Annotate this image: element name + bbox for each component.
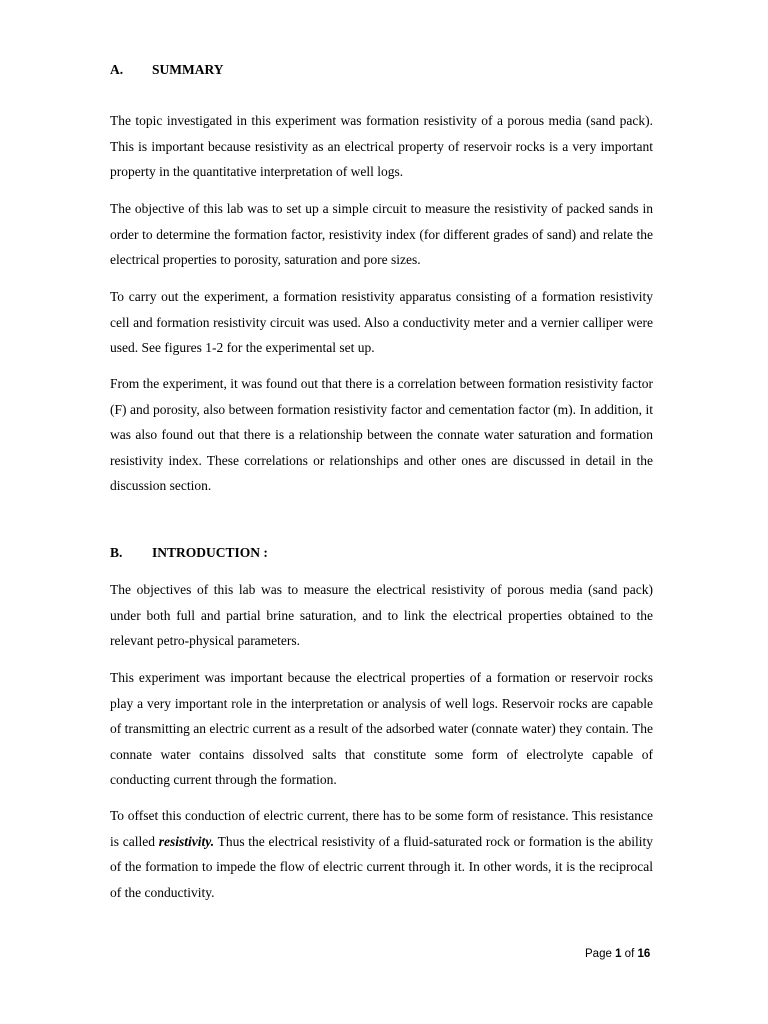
- summary-heading: [110, 62, 224, 78]
- summary-heading-title: SUMMARY: [152, 62, 224, 77]
- introduction-paragraph-1: The objectives of this lab was to measure the electrical resistivity of porous media (sand pack) under both full and partial brine saturation, and to link the electrical properties obtained to the relevant petro-physical parameters.: [110, 582, 653, 648]
- introduction-heading: [110, 545, 268, 561]
- resistivity-emphasis: resistivity.: [158, 833, 215, 849]
- introduction-heading-letter: B.: [110, 545, 123, 560]
- of-label: of: [624, 948, 635, 960]
- summary-paragraph-1: The topic investigated in this experiment was formation resistivity of a porous media (sand pack). This is important because resistivity as an electrical property of reservoir rocks is a very important property in the quantitative interpretation of well logs.: [110, 113, 653, 179]
- introduction-paragraph-2: This experiment was important because the electrical properties of a formation or reservoir rocks play a very important role in the interpretation or analysis of well logs. Reservoir rocks are capable of transmitting an electric current as a result of the adsorbed water (connate water) they contain. The connate water contains dissolved salts that constitute some form of electrolyte capable of conducting current through the formation.: [110, 670, 653, 787]
- introduction-paragraph-3-end: Thus the electrical resistivity of a fluid-saturated rock or formation is the ability of the formation to impede the flow of electric current through it. In other words, it is the reciprocal of the conductivity.: [110, 833, 653, 900]
- page-label: Page: [585, 948, 612, 960]
- introduction-paragraph-3-start: To offset this conduction of electric current, there has to be some form of resistance. This resistance is called: [110, 808, 653, 849]
- introduction-paragraph-3: [110, 803, 653, 905]
- introduction-heading-title: INTRODUCTION :: [152, 545, 268, 560]
- page-number: 1: [615, 948, 622, 960]
- summary-paragraph-4: From the experiment, it was found out that there is a correlation between formation resistivity factor (F) and porosity, also between formation resistivity factor and cementation factor (m). In addition, it was also found out that there is a relationship between the connate water saturation and formation resistivity index. These correlations or relationships and other ones are discussed in detail in the discussion section.: [110, 376, 653, 493]
- page-footer: [585, 948, 650, 960]
- total-pages: 16: [637, 948, 651, 960]
- summary-paragraph-2: The objective of this lab was to set up a simple circuit to measure the resistivity of packed sands in order to determine the formation factor, resistivity index (for different grades of sand) and relate the electrical properties to porosity, saturation and pore sizes.: [110, 201, 653, 267]
- summary-heading-letter: A.: [110, 62, 124, 77]
- summary-paragraph-3: To carry out the experiment, a formation resistivity apparatus consisting of a formation resistivity cell and formation resistivity circuit was used. Also a conductivity meter and a vernier calliper were used. See figures 1-2 for the experimental set up.: [110, 289, 653, 355]
